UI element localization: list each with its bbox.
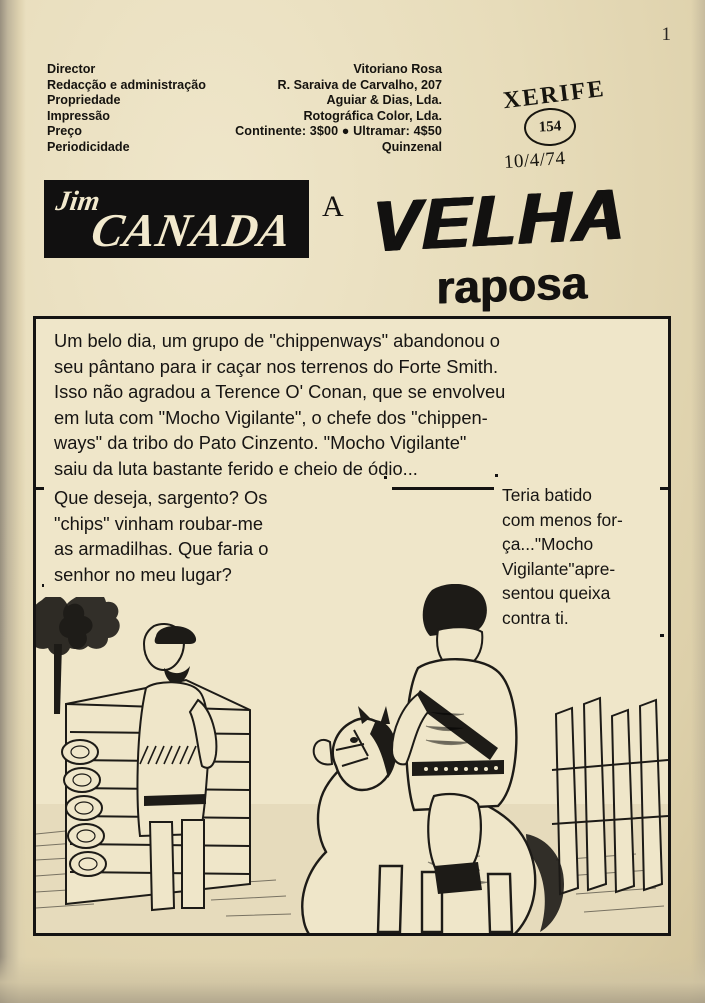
comic-panel [33, 316, 671, 936]
bubble-line: senhor no meu lugar? [54, 563, 232, 585]
bubble-line: com menos for- [502, 509, 623, 530]
bubble-line: sentou queixa [502, 583, 611, 603]
credit-value: Rotográfica Color, Lda. [303, 108, 442, 123]
xerife-stamp [495, 72, 625, 182]
credit-label: Preço [47, 124, 83, 139]
page-edge-bottom [0, 957, 705, 1003]
credit-row [47, 109, 442, 125]
caption-line: Isso não agradou a Terence O' Conan, que se envolveu [54, 381, 506, 402]
story-title-article: A [322, 190, 344, 223]
bubble-line: as armadilhas. Que faria o [54, 538, 269, 559]
stamp-title: XERIFE [501, 75, 607, 115]
credit-row [47, 78, 442, 94]
story-title-sub: raposa [436, 256, 587, 314]
bubble-line: Teria batido [502, 485, 592, 505]
credit-value: Quinzenal [381, 139, 442, 154]
credit-value: Continente: 3$00 ● Ultramar: 4$50 [235, 124, 442, 139]
credit-value: Aguiar & Dias, Lda. [326, 93, 442, 108]
credit-row [47, 93, 442, 109]
page-number: 1 [661, 24, 671, 45]
credit-label: Redacção e administração [47, 77, 206, 92]
story-title-main: VELHA [372, 174, 627, 268]
credit-label: Impressão [47, 108, 110, 123]
jim-canada-logo [44, 180, 309, 258]
caption-line: Um belo dia, um grupo de "chippenways" abandonou o [54, 330, 500, 351]
caption-line: ways" da tribo do Pato Cinzento. "Mocho Vigilante" [54, 432, 467, 453]
page-edge-left [0, 0, 26, 1003]
stamp-issue-number: 154 [523, 107, 577, 148]
credit-row [47, 124, 442, 140]
panel-caption [36, 319, 668, 490]
speech-bubble-right [494, 477, 660, 640]
masthead-credits [47, 62, 442, 156]
stamp-date: 10/4/74 [503, 147, 567, 174]
bubble-line: Que deseja, sargento? Os [54, 487, 268, 508]
caption-line: em luta com "Mocho Vigilante", o chefe dos "chippen- [54, 406, 488, 428]
logo-jim-text: Jim [53, 186, 102, 217]
caption-line: saiu da luta bastante ferido e cheio de ódio... [54, 457, 418, 479]
credit-label: Propriedade [47, 93, 121, 108]
credit-row [47, 62, 442, 78]
bubble-line: Vigilante"apre- [502, 558, 616, 579]
speech-bubble-left [44, 479, 392, 597]
bubble-line: ça..."Mocho [502, 534, 594, 554]
page-edge-right [691, 0, 705, 1003]
caption-line: seu pântano para ir caçar nos terrenos do Forte Smith. [54, 355, 499, 377]
credit-label: Director [47, 62, 96, 76]
credit-label: Periodicidade [47, 139, 130, 154]
bubble-line: contra ti. [502, 607, 569, 628]
logo-canada-text: CANADA [87, 205, 296, 257]
bubble-line: "chips" vinham roubar-me [54, 512, 264, 534]
credit-value: R. Saraiva de Carvalho, 207 [277, 77, 442, 92]
credit-value: Vitoriano Rosa [353, 62, 442, 76]
credit-row [47, 140, 442, 156]
